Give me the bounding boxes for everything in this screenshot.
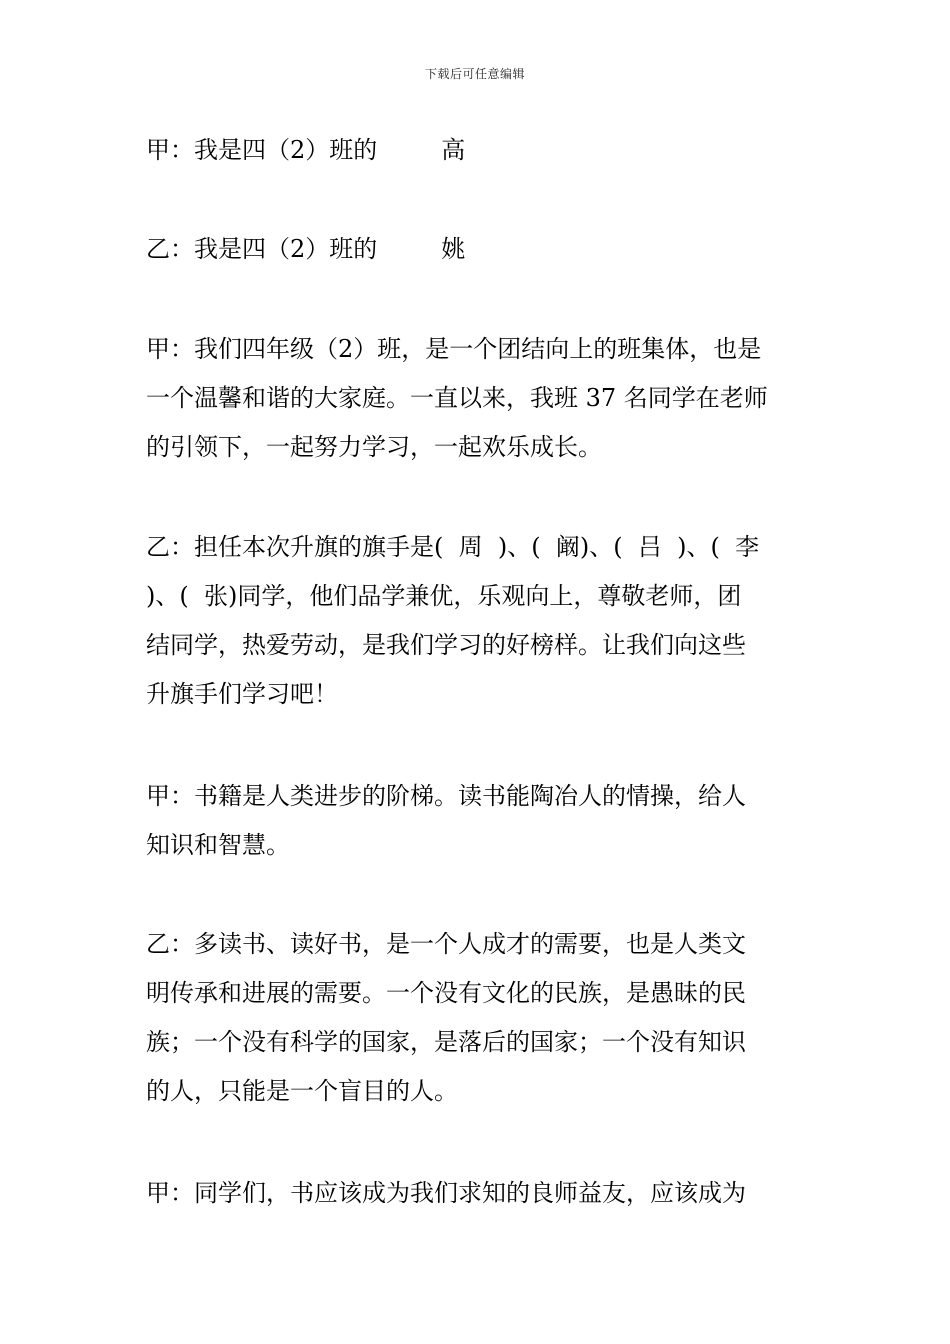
intro-line [146, 225, 810, 274]
intro-text: 甲：我是四（2）班的 [146, 136, 378, 164]
paragraph-books-ladder [146, 772, 810, 870]
text-line: 结同学，热爱劳动，是我们学习的好榜样。让我们向这些 [146, 631, 746, 659]
paragraph-intro-jia [146, 126, 810, 175]
intro-line [146, 126, 810, 175]
page-header: 下载后可任意编辑 [424, 67, 525, 81]
text-line: )、( 张)同学，他们品学兼优，乐观向上，尊敬老师，团 [146, 582, 742, 610]
paragraph-read-more [146, 920, 810, 1116]
text-line: 族；一个没有科学的国家，是落后的国家；一个没有知识 [146, 1028, 746, 1056]
intro-surname: 姚 [441, 235, 466, 263]
intro-text: 乙：我是四（2）班的 [146, 235, 378, 263]
text-line: 的引领下，一起努力学习，一起欢乐成长。 [146, 433, 602, 461]
text-line: 甲：我们四年级（2）班，是一个团结向上的班集体，也是 [146, 335, 762, 363]
text-line: 知识和智慧。 [146, 831, 290, 859]
paragraph-intro-yi [146, 225, 810, 274]
text-line: 一个温馨和谐的大家庭。一直以来，我班 37 名同学在老师 [146, 384, 768, 412]
text-line: 乙：担任本次升旗的旗手是( 周 )、( 阚)、( 吕 )、( 李 [146, 533, 760, 561]
text-line: 乙：多读书、读好书，是一个人成才的需要，也是人类文 [146, 930, 746, 958]
intro-surname: 高 [441, 136, 466, 164]
text-line: 明传承和进展的需要。一个没有文化的民族，是愚昧的民 [146, 979, 746, 1007]
text-line: 升旗手们学习吧！ [146, 680, 338, 708]
text-line: 甲：书籍是人类进步的阶梯。读书能陶冶人的情操，给人 [146, 782, 746, 810]
text-line: 的人，只能是一个盲目的人。 [146, 1077, 458, 1105]
paragraph-classmates [146, 1169, 810, 1218]
paragraph-flag-bearers [146, 523, 810, 719]
paragraph-class-intro [146, 325, 810, 472]
text-line: 甲：同学们，书应该成为我们求知的良师益友，应该成为 [146, 1179, 746, 1207]
